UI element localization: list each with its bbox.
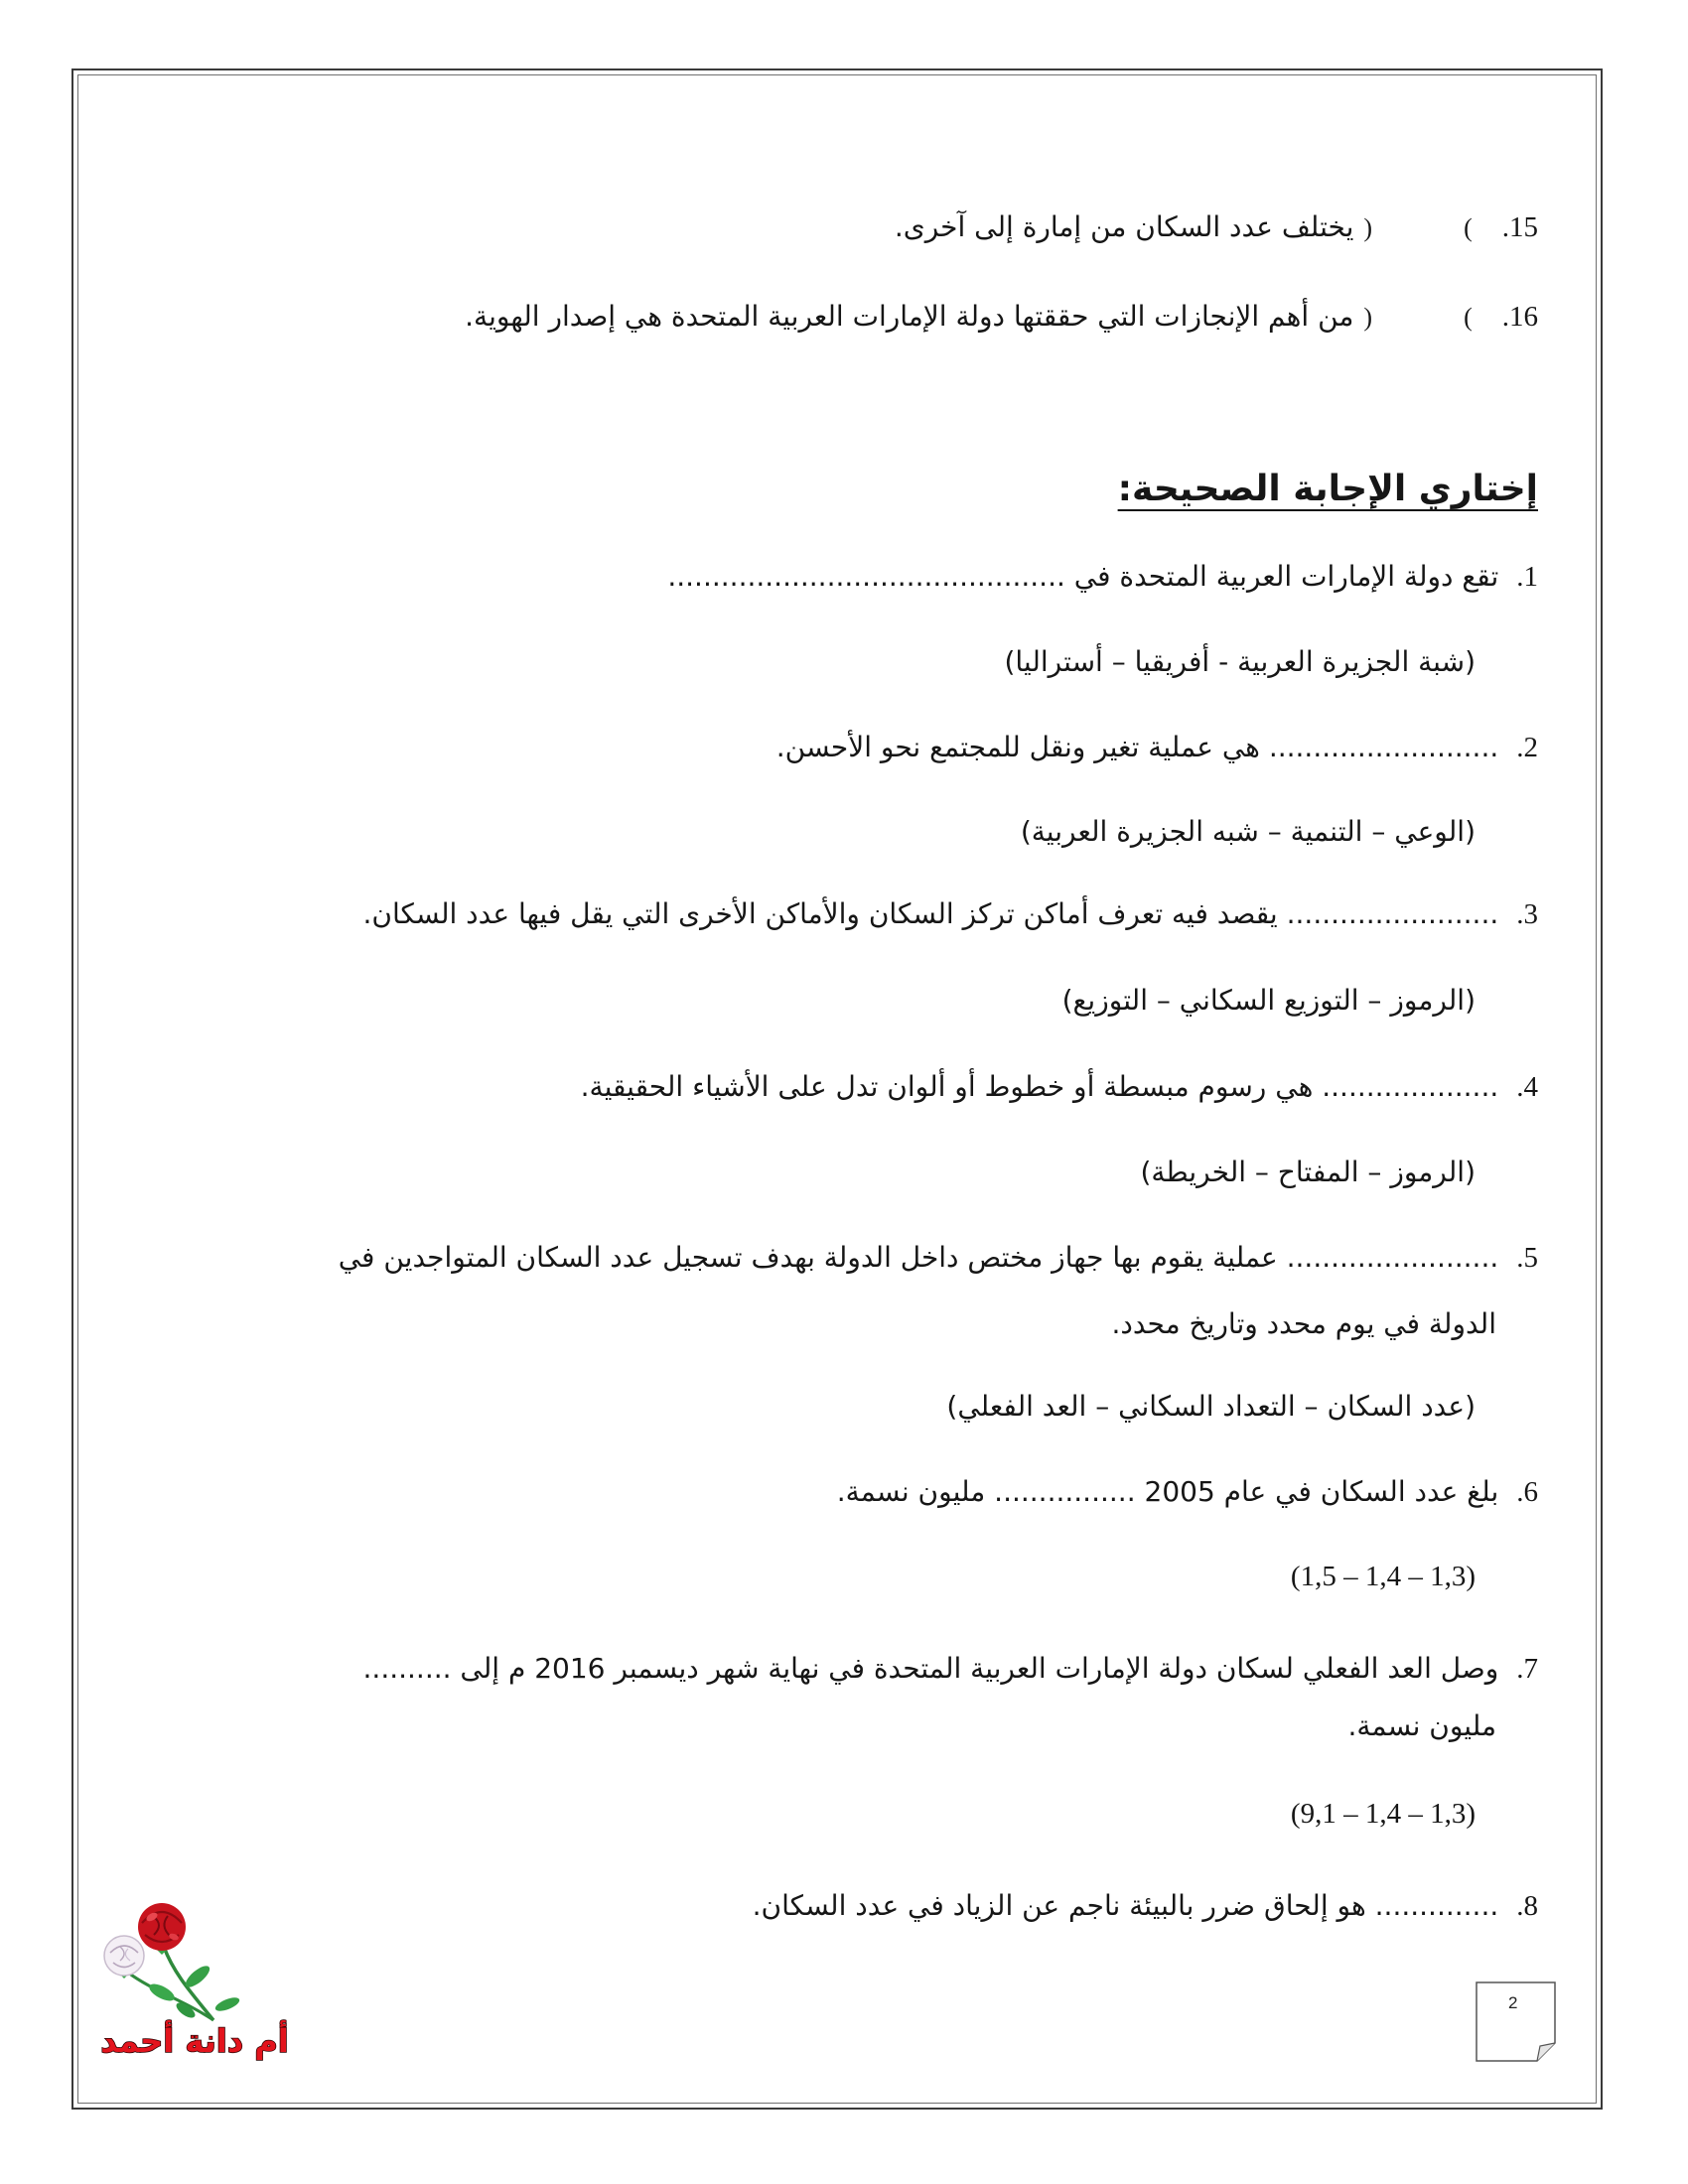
answer-open-paren: ( [1464, 213, 1473, 242]
options-text: (الرموز – التوزيع السكاني – التوزيع) [1061, 984, 1476, 1017]
question-number: 2. [1516, 732, 1538, 763]
question-text: بلغ عدد السكان في عام 2005 ................ مليون نسمة. [836, 1475, 1499, 1508]
question-text: ........................ يقصد فيه تعرف أماكن تركز السكان والأماكن الأخرى التي يقل فيها عدد السكان. [362, 897, 1499, 930]
question-5 [339, 1238, 1538, 1278]
question-6-options [1291, 1557, 1476, 1596]
question-text-continued: الدولة في يوم محدد وتاريخ محدد. [1111, 1307, 1496, 1340]
options-text: (عدد السكان – التعداد السكاني – العد الفعلي) [946, 1390, 1476, 1423]
question-number: 6. [1516, 1476, 1538, 1508]
question-3-options [1062, 981, 1476, 1021]
question-text: .................... هي رسوم مبسطة أو خطوط أو ألوان تدل على الأشياء الحقيقية. [580, 1070, 1499, 1103]
answer-close-paren: ) [1363, 213, 1373, 242]
options-text: (الوعي – التنمية – شبه الجزيرة العربية) [1020, 815, 1476, 848]
answer-open-paren: ( [1464, 303, 1473, 332]
question-4 [581, 1067, 1538, 1107]
question-6 [837, 1472, 1538, 1512]
answer-close-paren: ) [1363, 303, 1373, 332]
question-number: 4. [1516, 1071, 1538, 1103]
question-7-options [1291, 1794, 1476, 1834]
question-text-continued: مليون نسمة. [1347, 1709, 1496, 1742]
question-text: تقع دولة الإمارات العربية المتحدة في ............................................. [667, 560, 1499, 593]
logo-text: أم دانة أحمد [100, 2022, 289, 2060]
question-text: .......................... هي عملية تغير ونقل للمجتمع نحو الأحسن. [775, 731, 1499, 763]
question-5-options [946, 1387, 1476, 1427]
page-number: 2 [1508, 1993, 1518, 2012]
rose-icon [82, 1879, 306, 2028]
question-number: 7. [1516, 1653, 1538, 1685]
options-text: (1,5 – 1,4 – 1,3) [1290, 1561, 1476, 1592]
question-number: 5. [1516, 1242, 1538, 1274]
question-4-options [1140, 1153, 1476, 1192]
question-2-options [1021, 812, 1476, 852]
item-text: من أهم الإنجازات التي حققتها دولة الإمارات العربية المتحدة هي إصدار الهوية. [465, 300, 1354, 333]
page-number-box [1476, 1981, 1557, 2063]
options-text: (الرموز – المفتاح – الخريطة) [1140, 1156, 1476, 1188]
item-number: 15. [1501, 211, 1538, 243]
question-7 [363, 1649, 1538, 1689]
question-text: ........................ عملية يقوم بها جهاز مختص داخل الدولة بهدف تسجيل عدد السكان المتواجدين في [338, 1241, 1499, 1274]
options-text: (9,1 – 1,4 – 1,3) [1290, 1798, 1476, 1830]
item-text: يختلف عدد السكان من إمارة إلى آخرى. [894, 210, 1354, 243]
question-1 [667, 557, 1538, 597]
question-number: 8. [1516, 1890, 1538, 1922]
item-number: 16. [1501, 301, 1538, 333]
question-8 [753, 1886, 1538, 1926]
question-number: 3. [1516, 898, 1538, 930]
true-false-item-15 [895, 207, 1538, 248]
question-3 [363, 894, 1538, 934]
options-text: (شبة الجزيرة العربية - أفريقيا – أستراليا) [1004, 645, 1476, 678]
section-title: إختاري الإجابة الصحيحة: [1117, 469, 1538, 509]
question-1-options [1004, 642, 1476, 682]
question-text: وصل العد الفعلي لسكان دولة الإمارات العربية المتحدة في نهاية شهر ديسمبر 2016 م إلى .......... [362, 1652, 1499, 1685]
question-2 [776, 728, 1538, 767]
question-5-continuation [1111, 1304, 1496, 1344]
question-7-continuation [1347, 1706, 1496, 1746]
true-false-item-16 [465, 297, 1538, 338]
question-text: .............. هو إلحاق ضرر بالبيئة ناجم عن الزياد في عدد السكان. [752, 1889, 1499, 1922]
question-number: 1. [1516, 561, 1538, 593]
